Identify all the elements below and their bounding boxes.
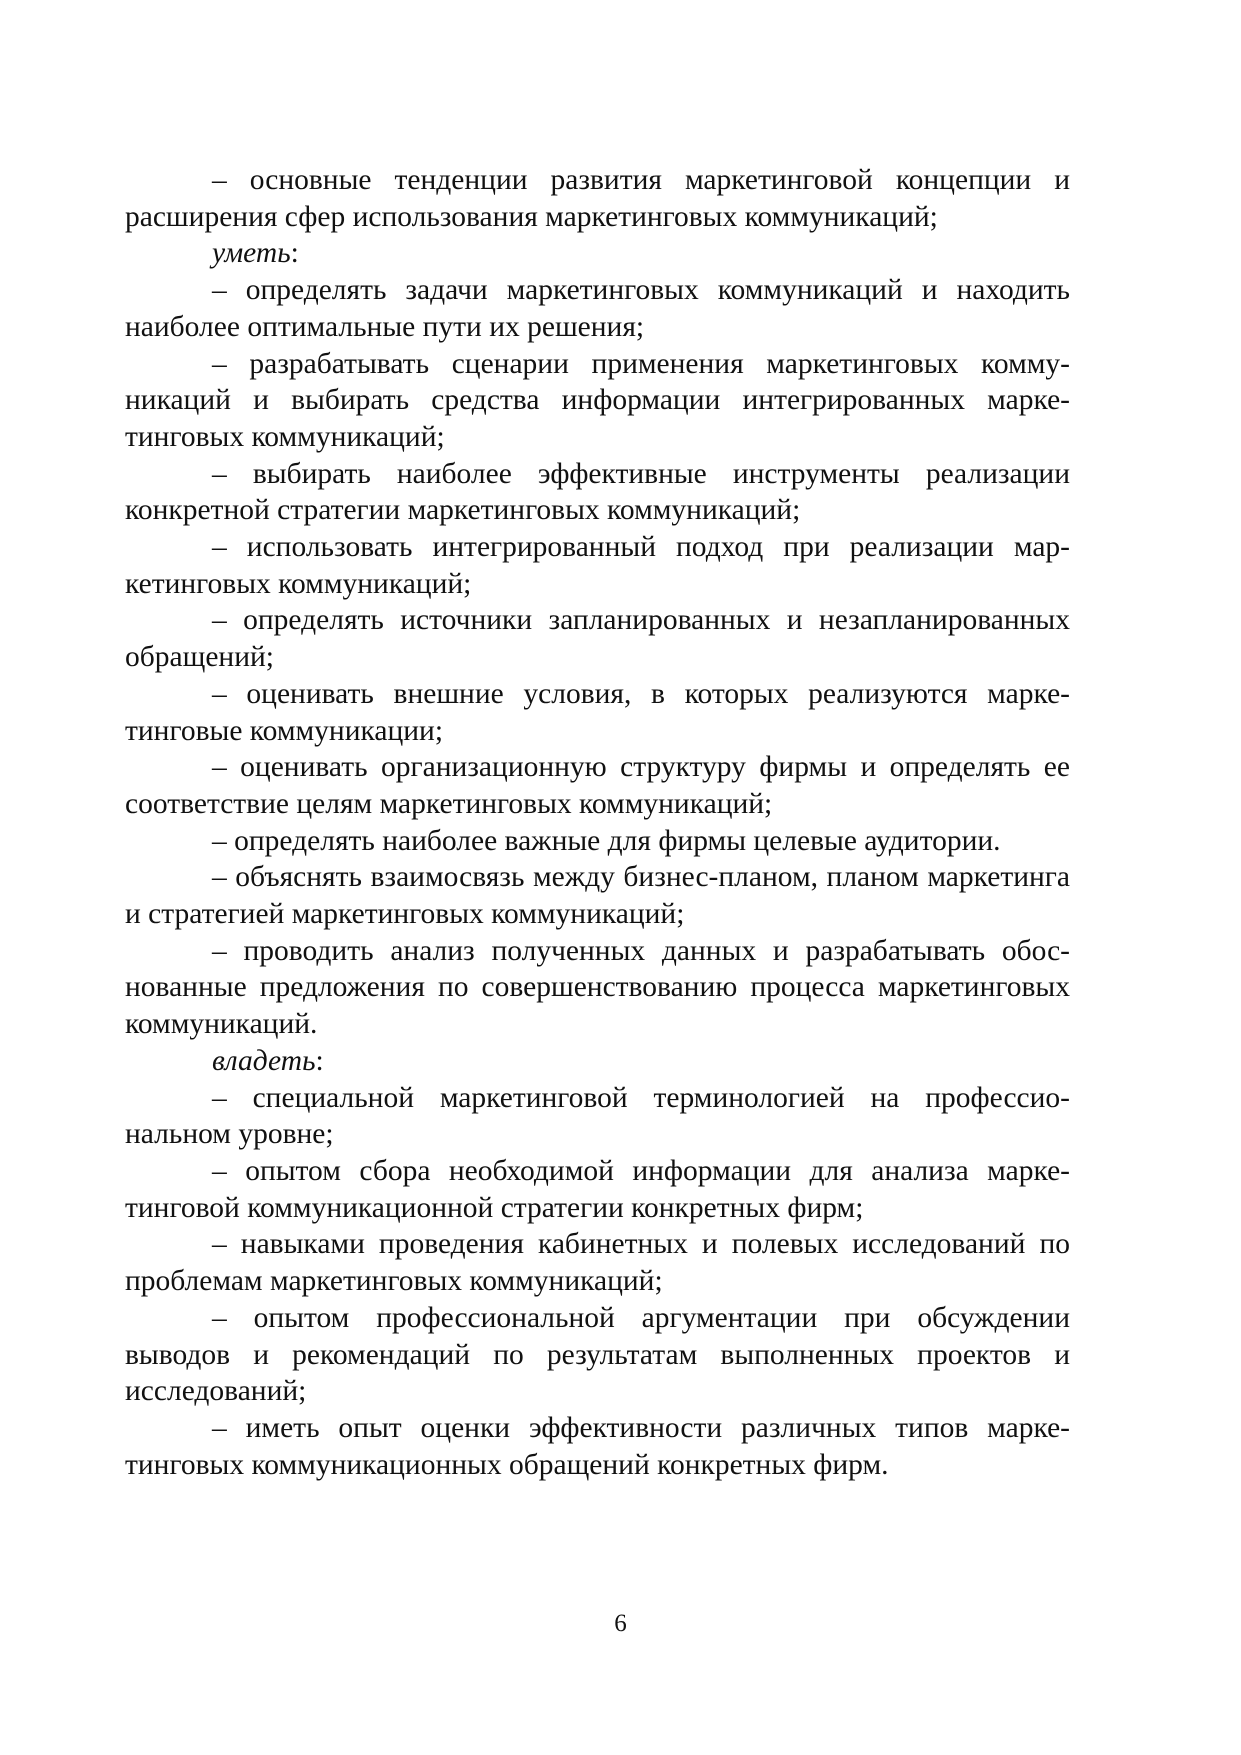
skills-list-item: – использовать интегрированный подход при реализации маркетинговых коммуникаций;	[125, 531, 1070, 600]
mastery-list-item: – специальной маркетинговой терминологией на профессиональном уровне;	[125, 1081, 1070, 1151]
skills-list-item: – выбирать наиболее эффективные инструменты реализации конкретной стратегии маркетинговых коммуникаций;	[125, 457, 1070, 527]
skills-list-item: – оценивать организационную структуру фирмы и определять ее соответствие целям маркетинговых коммуникаций;	[125, 751, 1070, 820]
mastery-list-item: – иметь опыт оценки эффективности различных типов маркетинговых коммуникационных обращений конкретных фирм.	[125, 1411, 1070, 1481]
document-body	[125, 162, 1070, 1483]
intro-list-item: – основные тенденции развития маркетинговой концепции и расширения сфер использования маркетинговых коммуникаций;	[125, 164, 1070, 233]
mastery-label: владеть	[212, 1044, 316, 1077]
mastery-list-item: – навыками проведения кабинетных и полевых исследований по проблемам маркетинговых коммуникаций;	[125, 1228, 1070, 1298]
page-number: 6	[614, 1610, 627, 1637]
skills-list-item: – оценивать внешние условия, в которых реализуются маркетинговые коммуникации;	[125, 677, 1070, 747]
skills-list-item: – объяснять взаимосвязь между бизнес-планом, планом маркетинга и стратегией маркетинговых коммуникаций;	[125, 861, 1070, 931]
skills-label: уметь	[212, 237, 291, 270]
skills-list-item: – определять задачи маркетинговых коммуникаций и находить наиболее оптимальные пути их решения;	[125, 274, 1070, 343]
mastery-list-item: – опытом сбора необходимой информации для анализа маркетинговой коммуникационной стратегии конкретных фирм;	[125, 1154, 1070, 1224]
skills-list-item: – проводить анализ полученных данных и разрабатывать обоснованные предложения по совершенствованию процесса маркетинговых коммуникаций.	[125, 934, 1070, 1041]
mastery-list-item: – опытом профессиональной аргументации при обсуждении выводов и рекомендаций по результатам выполненных проектов и исследований;	[125, 1301, 1070, 1408]
skills-list-item: – определять наиболее важные для фирмы целевые аудитории.	[212, 824, 1001, 857]
mastery-heading: владеть:	[212, 1044, 324, 1077]
skills-list-item: – разрабатывать сценарии применения маркетинговых коммуникаций и выбирать средства информации интегрированных маркетинговых коммуникаций;	[125, 347, 1070, 453]
skills-heading: уметь:	[212, 237, 299, 270]
skills-list-item: – определять источники запланированных и незапланированных обращений;	[125, 604, 1070, 674]
